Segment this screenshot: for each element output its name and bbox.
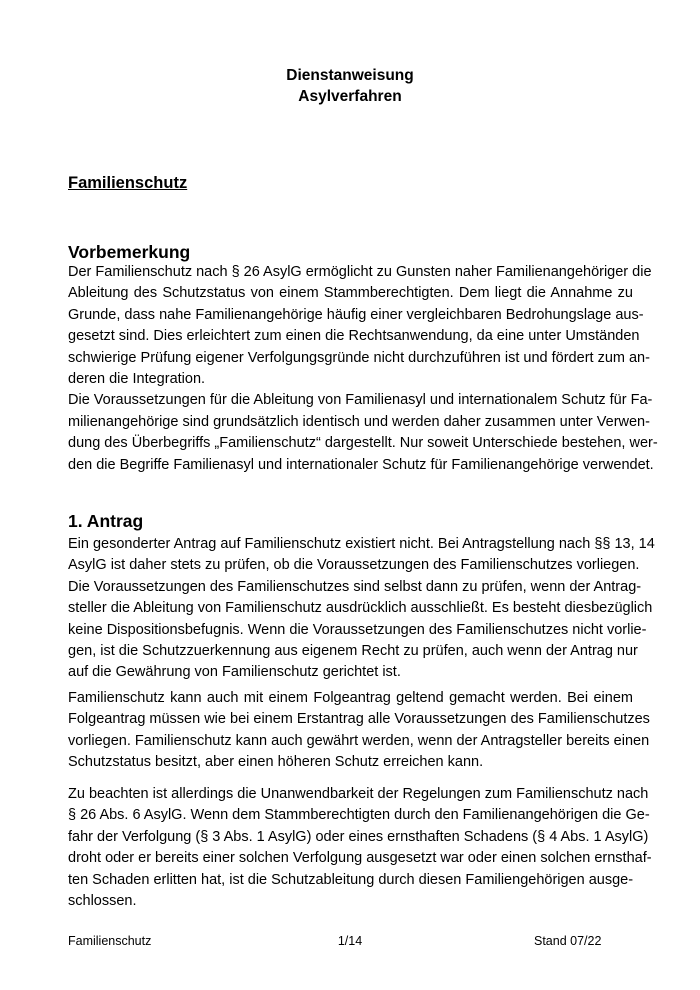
text-line: gen, ist die Schutzzuerkennung aus eigenem Recht zu prüfen, auch wenn der Antrag nur — [68, 642, 638, 659]
text-line: droht oder er bereits einer solchen Verfolgung ausgesetzt war oder einen solchen ernsthaf- — [68, 850, 652, 867]
text-line: Schutzstatus besitzt, aber einen höheren Schutz erreichen kann. — [68, 754, 484, 771]
footer-left: Familienschutz — [68, 934, 152, 948]
text-line: vorliegen. Familienschutz kann auch gewährt werden, wenn der Antragsteller bereits einen — [68, 732, 650, 749]
text-line: fahr der Verfolgung (§ 3 Abs. 1 AsylG) oder eines ernsthaften Schadens (§ 4 Abs. 1 AsylG) — [68, 828, 649, 845]
text-line: Die Voraussetzungen des Familienschutzes sind selbst dann zu prüfen, wenn der Antrag- — [68, 578, 642, 595]
footer-date: Stand 07/22 — [534, 934, 602, 948]
text-line: Ein gesonderter Antrag auf Familienschutz existiert nicht. Bei Antragstellung nach §§ 13, 14 — [68, 536, 655, 552]
text-line: dung des Überbegriffs „Familienschutz“ dargestellt. Nur soweit Unterschiede bestehen, wer- — [68, 435, 658, 452]
text-line: deren die Integration. — [68, 370, 206, 387]
text-line: Familienschutz kann auch mit einem Folgeantrag geltend gemacht werden. Bei einem — [68, 690, 633, 706]
text-line: Folgeantrag müssen wie bei einem Erstantrag alle Voraussetzungen des Familienschutzes — [68, 711, 650, 728]
document-subtitle: Asylverfahren — [298, 88, 402, 105]
paragraph-vorbemerkung — [68, 262, 658, 476]
text-line: keine Dispositionsbefugnis. Wenn die Voraussetzungen des Familienschutzes nicht vorlie- — [68, 621, 647, 638]
text-line: Die Voraussetzungen für die Ableitung von Familienasyl und internationalem Schutz für Fa- — [68, 392, 653, 409]
text-line: Der Familienschutz nach § 26 AsylG ermöglicht zu Gunsten naher Familienangehöriger die — [68, 264, 652, 280]
page-number: 1/14 — [337, 934, 363, 948]
heading-antrag: 1. Antrag — [68, 511, 144, 531]
heading-vorbemerkung: Vorbemerkung — [68, 242, 191, 262]
section-title: Familienschutz — [68, 174, 188, 192]
text-line: Zu beachten ist allerdings die Unanwendbarkeit der Regelungen zum Familienschutz nach — [68, 786, 649, 802]
text-line: Grunde, dass nahe Familienangehörige häufig einer vergleichbaren Bedrohungslage aus- — [68, 306, 644, 323]
paragraph-antrag-3 — [68, 784, 652, 912]
text-line: gesetzt sind. Dies erleichtert zum einen die Rechtsanwendung, da eine unter Umständen — [68, 328, 640, 345]
text-line: auf die Gewährung von Familienschutz gerichtet ist. — [68, 664, 401, 681]
text-line: ten Schaden erlitten hat, ist die Schutzableitung durch diesen Familiengehörigen ausge- — [68, 871, 634, 888]
text-line: AsylG ist daher stets zu prüfen, ob die Voraussetzungen des Familienschutzes vorliegen. — [68, 557, 640, 574]
text-line: Ableitung des Schutzstatus von einem Stammberechtigten. Dem liegt die Annahme zu — [68, 285, 633, 302]
paragraph-antrag-2 — [68, 688, 650, 774]
document-title: Dienstanweisung — [286, 67, 414, 84]
text-line: schlossen. — [68, 892, 137, 909]
text-line: schwierige Prüfung eigener Verfolgungsgründe nicht durchzuführen ist und fördert zum an- — [68, 349, 650, 366]
text-line: milienangehörige sind grundsätzlich identisch und werden daher zusammen unter Verwen- — [68, 413, 650, 430]
paragraph-antrag-1 — [68, 534, 655, 684]
text-line: § 26 Abs. 6 AsylG. Wenn dem Stammberechtigten durch den Familienangehörigen die Ge- — [68, 807, 650, 824]
text-line: den die Begriffe Familienasyl und internationaler Schutz für Familienangehörige verwendet. — [68, 456, 654, 473]
text-line: steller die Ableitung von Familienschutz ausdrücklich ausschließt. Es besteht diesbezüglich — [68, 600, 653, 617]
